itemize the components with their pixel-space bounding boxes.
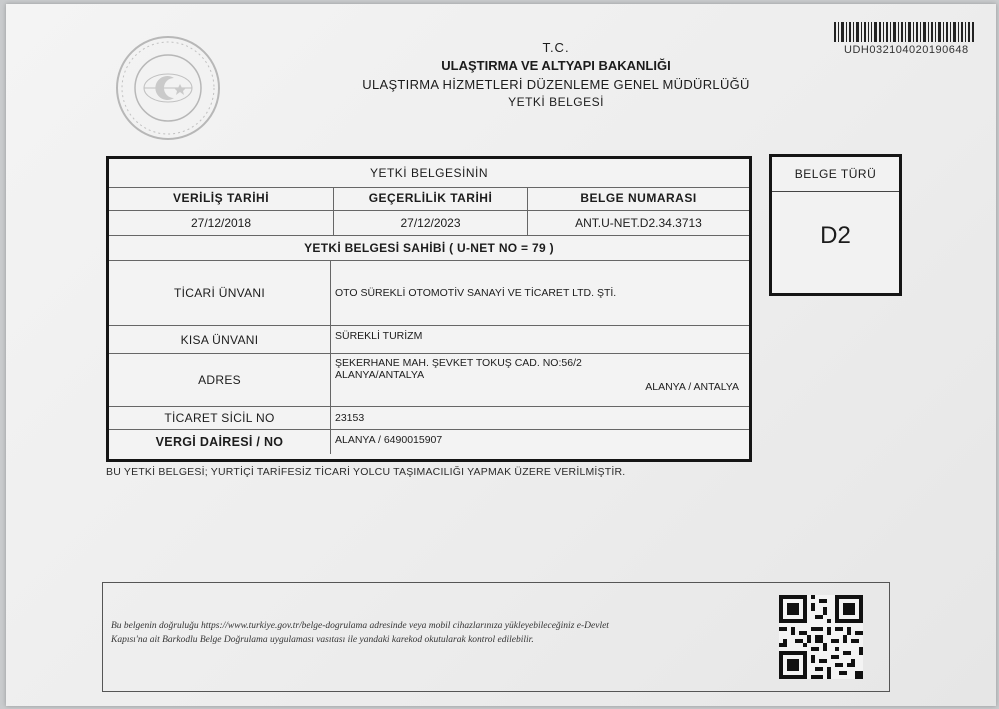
header-directorate: ULAŞTIRMA HİZMETLERİ DÜZENLEME GENEL MÜDÜRLÜĞÜ xyxy=(362,77,750,92)
document-page xyxy=(6,4,996,706)
registry-label: TİCARET SİCİL NO xyxy=(109,407,331,429)
qr-code-icon[interactable] xyxy=(779,595,863,679)
header-ministry: ULAŞTIRMA VE ALTYAPI BAKANLIĞI xyxy=(441,58,671,73)
short-name-label: KISA ÜNVANI xyxy=(109,326,331,353)
verification-line-1: Bu belgenin doğruluğu https://www.turkiye.gov.tr/belge-dogrulama adresinde veya mobil cihazlarınıza yükleyebileceğiniz e-Devlet xyxy=(111,621,609,631)
tax-row xyxy=(109,430,749,454)
document-header xyxy=(306,40,806,109)
address-row xyxy=(109,354,749,407)
header-country: T.C. xyxy=(542,40,570,55)
short-name-value: SÜREKLİ TURİZM xyxy=(335,330,423,342)
document-number-value: ANT.U-NET.D2.34.3713 xyxy=(575,216,702,230)
address-district: ALANYA / ANTALYA xyxy=(645,381,739,393)
ministry-seal-icon xyxy=(114,34,222,142)
document-type-value: D2 xyxy=(820,222,851,249)
tax-label: VERGİ DAİRESİ / NO xyxy=(109,430,331,454)
address-cell xyxy=(331,354,749,406)
short-name-row xyxy=(109,326,749,354)
short-name-cell xyxy=(331,326,749,353)
verification-line-2: Kapısı'na ait Barkodlu Belge Doğrulama uygulaması vasıtası ile yandaki karekod okutularak kontrol edilebilir. xyxy=(111,635,534,645)
address-line-1: ŞEKERHANE MAH. ŞEVKET TOKUŞ CAD. NO:56/2 xyxy=(335,357,582,369)
issue-date-value: 27/12/2018 xyxy=(109,211,334,235)
barcode-icon xyxy=(834,22,974,42)
tax-cell xyxy=(331,430,749,454)
certificate-title: YETKİ BELGESİNİN xyxy=(109,159,749,188)
issue-date-header: VERİLİŞ TARİHİ xyxy=(109,187,334,210)
certificate-table xyxy=(106,156,752,462)
date-value-row xyxy=(109,211,749,236)
tax-value: ALANYA / 6490015907 xyxy=(335,434,443,446)
trade-name-cell xyxy=(331,261,749,325)
verification-box xyxy=(102,582,890,692)
date-header-row xyxy=(109,187,749,211)
document-number-header: BELGE NUMARASI xyxy=(580,191,697,205)
valid-until-header: GEÇERLİLİK TARİHİ xyxy=(334,187,528,210)
valid-until-value: 27/12/2023 xyxy=(334,211,528,235)
header-document-title: YETKİ BELGESİ xyxy=(508,95,604,109)
trade-name-label: TİCARİ ÜNVANI xyxy=(109,261,331,325)
owner-header: YETKİ BELGESİ SAHİBİ ( U-NET NO = 79 ) xyxy=(109,236,749,261)
trade-name-row xyxy=(109,261,749,326)
address-label: ADRES xyxy=(109,354,331,406)
verification-text xyxy=(111,619,751,647)
address-line-2: ALANYA/ANTALYA xyxy=(335,369,425,381)
barcode-number: UDH032104020190648 xyxy=(844,44,969,56)
registry-row xyxy=(109,407,749,430)
document-type-title: BELGE TÜRÜ xyxy=(772,157,899,192)
registry-value: 23153 xyxy=(335,412,365,424)
registry-cell xyxy=(331,407,749,429)
certificate-footnote: BU YETKİ BELGESİ; YURTİÇİ TARİFESİZ TİCARİ YOLCU TAŞIMACILIĞI YAPMAK ÜZERE VERİLMİŞTİR. xyxy=(106,466,626,478)
document-type-box xyxy=(769,154,902,296)
trade-name-value: OTO SÜREKLİ OTOMOTİV SANAYİ VE TİCARET LTD. ŞTİ. xyxy=(335,287,617,299)
